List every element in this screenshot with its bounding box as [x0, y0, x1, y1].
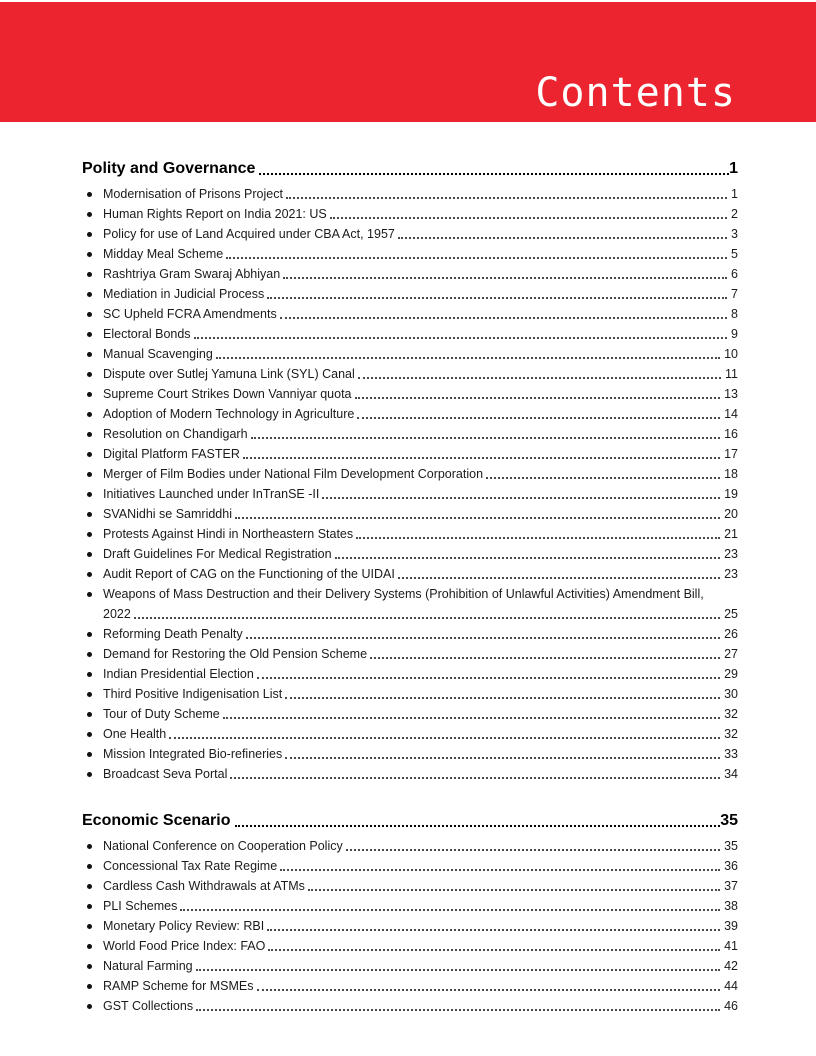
toc-entry	[82, 684, 738, 704]
bullet-icon	[87, 844, 92, 849]
bullet-icon	[87, 272, 92, 277]
toc-entry	[82, 344, 738, 364]
page-number: 35	[720, 812, 738, 829]
toc-entry-label: Initiatives Launched under InTranSE -II	[103, 487, 320, 501]
dot-leader	[257, 989, 721, 991]
page-number: 29	[724, 667, 738, 681]
toc-entry-label: GST Collections	[103, 999, 194, 1013]
toc-section	[82, 156, 738, 784]
page-number: 32	[724, 727, 738, 741]
dot-leader	[280, 317, 727, 319]
toc-entry-label: SC Upheld FCRA Amendments	[103, 307, 277, 321]
toc-entry-label: Draft Guidelines For Medical Registration	[103, 547, 332, 561]
bullet-icon	[87, 712, 92, 717]
toc-entry-label: Modernisation of Prisons Project	[103, 187, 283, 201]
dot-leader	[322, 497, 720, 499]
dot-leader	[330, 217, 727, 219]
toc-entry-label: Electoral Bonds	[103, 327, 191, 341]
toc-entry-label: Rashtriya Gram Swaraj Abhiyan	[103, 267, 281, 281]
toc-entry-label: Mediation in Judicial Process	[103, 287, 265, 301]
page-number: 37	[724, 879, 738, 893]
page-number: 20	[724, 507, 738, 521]
toc-entry-label: Merger of Film Bodies under National Film Development Corporation	[103, 467, 484, 481]
bullet-icon	[87, 532, 92, 537]
dot-leader	[346, 849, 720, 851]
toc-entry-label: PLI Schemes	[103, 899, 178, 913]
page-number: 19	[724, 487, 738, 501]
dot-leader	[226, 257, 727, 259]
dot-leader	[286, 197, 727, 199]
toc-entry-label: Supreme Court Strikes Down Vanniyar quota	[103, 387, 352, 401]
dot-leader	[335, 557, 721, 559]
dot-leader	[235, 517, 720, 519]
page-number: 36	[724, 859, 738, 873]
bullet-icon	[87, 252, 92, 257]
bullet-icon	[87, 692, 92, 697]
section-title: Economic Scenario	[82, 812, 231, 829]
page-number: 35	[724, 839, 738, 853]
dot-leader	[267, 297, 727, 299]
page-number: 23	[724, 567, 738, 581]
toc-entry-label: Broadcast Seva Portal	[103, 767, 228, 781]
page-number: 32	[724, 707, 738, 721]
header-banner	[0, 2, 816, 122]
toc-entry	[82, 624, 738, 644]
toc-entry	[82, 836, 738, 856]
bullet-icon	[87, 572, 92, 577]
table-of-contents	[82, 122, 738, 1016]
bullet-icon	[87, 412, 92, 417]
dot-leader	[259, 173, 729, 175]
toc-entry-label: Indian Presidential Election	[103, 667, 254, 681]
bullet-icon	[87, 592, 92, 597]
toc-entry-label: Protests Against Hindi in Northeastern States	[103, 527, 354, 541]
page-number: 10	[724, 347, 738, 361]
page-number: 14	[724, 407, 738, 421]
dot-leader	[355, 397, 721, 399]
bullet-icon	[87, 212, 92, 217]
page-number: 27	[724, 647, 738, 661]
toc-entry	[82, 404, 738, 424]
page-number: 16	[724, 427, 738, 441]
dot-leader	[285, 757, 720, 759]
toc-entry	[82, 504, 738, 524]
page-number: 7	[731, 287, 738, 301]
toc-entry	[82, 444, 738, 464]
toc-entry-label: Weapons of Mass Destruction and their Delivery Systems (Prohibition of Unlawful Activities) Amendment Bill,	[103, 587, 704, 601]
dot-leader	[194, 337, 727, 339]
bullet-icon	[87, 964, 92, 969]
page-number: 44	[724, 979, 738, 993]
bullet-icon	[87, 332, 92, 337]
dot-leader	[308, 889, 720, 891]
page-number: 11	[725, 367, 738, 381]
toc-entry	[82, 264, 738, 284]
toc-entry	[82, 664, 738, 684]
dot-leader	[196, 1009, 720, 1011]
page-number: 41	[724, 939, 738, 953]
page-number: 25	[724, 607, 738, 621]
toc-entry-label: Adoption of Modern Technology in Agriculture	[103, 407, 355, 421]
page-number: 38	[724, 899, 738, 913]
bullet-icon	[87, 192, 92, 197]
dot-leader	[268, 949, 720, 951]
toc-entry-label: Tour of Duty Scheme	[103, 707, 220, 721]
page-number: 6	[731, 267, 738, 281]
toc-section	[82, 808, 738, 1016]
page-number: 18	[724, 467, 738, 481]
dot-leader	[280, 869, 720, 871]
dot-leader	[398, 577, 720, 579]
dot-leader	[230, 777, 720, 779]
toc-entry	[82, 384, 738, 404]
bullet-icon	[87, 452, 92, 457]
dot-leader	[216, 357, 720, 359]
toc-entry-label: Dispute over Sutlej Yamuna Link (SYL) Canal	[103, 367, 355, 381]
page-number: 26	[724, 627, 738, 641]
toc-entry	[82, 424, 738, 444]
dot-leader	[196, 969, 720, 971]
page-number: 42	[724, 959, 738, 973]
page-number: 39	[724, 919, 738, 933]
toc-entry	[82, 304, 738, 324]
toc-entry	[82, 876, 738, 896]
bullet-icon	[87, 944, 92, 949]
page-number: 1	[729, 160, 738, 177]
page-number: 30	[724, 687, 738, 701]
dot-leader	[370, 657, 720, 659]
dot-leader	[246, 637, 720, 639]
toc-entry-label: Policy for use of Land Acquired under CBA Act, 1957	[103, 227, 395, 241]
toc-entry-label: One Health	[103, 727, 167, 741]
bullet-icon	[87, 924, 92, 929]
bullet-icon	[87, 492, 92, 497]
toc-entry-label: Reforming Death Penalty	[103, 627, 243, 641]
toc-entry	[82, 224, 738, 244]
toc-entry-label: Midday Meal Scheme	[103, 247, 224, 261]
bullet-icon	[87, 652, 92, 657]
toc-entry-label: Third Positive Indigenisation List	[103, 687, 283, 701]
toc-entry	[82, 724, 738, 744]
toc-entry-label: Human Rights Report on India 2021: US	[103, 207, 327, 221]
bullet-icon	[87, 672, 92, 677]
dot-leader	[398, 237, 727, 239]
toc-section-heading	[82, 808, 738, 834]
bullet-icon	[87, 432, 92, 437]
dot-leader	[251, 437, 721, 439]
page-number: 33	[724, 747, 738, 761]
dot-leader	[180, 909, 720, 911]
page-number: 9	[731, 327, 738, 341]
toc-entry	[82, 324, 738, 344]
toc-entry	[82, 856, 738, 876]
bullet-icon	[87, 732, 92, 737]
bullet-icon	[87, 984, 92, 989]
bullet-icon	[87, 312, 92, 317]
page-number: 8	[731, 307, 738, 321]
toc-entry	[82, 284, 738, 304]
dot-leader	[134, 617, 720, 619]
toc-entry-label: World Food Price Index: FAO	[103, 939, 266, 953]
bullet-icon	[87, 292, 92, 297]
bullet-icon	[87, 552, 92, 557]
toc-section-heading	[82, 156, 738, 182]
toc-entry-label: National Conference on Cooperation Policy	[103, 839, 343, 853]
toc-entry	[82, 936, 738, 956]
bullet-icon	[87, 232, 92, 237]
bullet-icon	[87, 372, 92, 377]
bullet-icon	[87, 632, 92, 637]
toc-entry-continuation	[82, 604, 738, 624]
toc-entry-label: Manual Scavenging	[103, 347, 213, 361]
dot-leader	[283, 277, 727, 279]
dot-leader	[357, 417, 720, 419]
toc-entry	[82, 976, 738, 996]
toc-entry-label: Mission Integrated Bio-refineries	[103, 747, 283, 761]
page-number: 34	[724, 767, 738, 781]
toc-entry-label: 2022	[103, 607, 131, 621]
toc-entry	[82, 916, 738, 936]
dot-leader	[169, 737, 720, 739]
toc-entry	[82, 744, 738, 764]
toc-entry	[82, 764, 738, 784]
bullet-icon	[87, 392, 92, 397]
dot-leader	[285, 697, 720, 699]
toc-entry	[82, 956, 738, 976]
dot-leader	[257, 677, 720, 679]
toc-entry	[82, 644, 738, 664]
toc-entry-label: Audit Report of CAG on the Functioning of the UIDAI	[103, 567, 395, 581]
page-title: Contents	[535, 70, 736, 116]
toc-entry-label: Digital Platform FASTER	[103, 447, 240, 461]
toc-entry	[82, 464, 738, 484]
toc-entry-label: Monetary Policy Review: RBI	[103, 919, 265, 933]
toc-entry	[82, 204, 738, 224]
dot-leader	[223, 717, 720, 719]
page-number: 13	[724, 387, 738, 401]
dot-leader	[356, 537, 720, 539]
bullet-icon	[87, 904, 92, 909]
toc-entry-label: Demand for Restoring the Old Pension Scheme	[103, 647, 368, 661]
toc-entry-label: Natural Farming	[103, 959, 193, 973]
bullet-icon	[87, 772, 92, 777]
bullet-icon	[87, 752, 92, 757]
toc-entry	[82, 896, 738, 916]
section-title: Polity and Governance	[82, 160, 256, 177]
dot-leader	[486, 477, 720, 479]
toc-entry-label: Cardless Cash Withdrawals at ATMs	[103, 879, 305, 893]
toc-entry	[82, 564, 738, 584]
toc-entry	[82, 184, 738, 204]
toc-entry	[82, 584, 738, 604]
toc-entry	[82, 544, 738, 564]
bullet-icon	[87, 884, 92, 889]
toc-entry	[82, 244, 738, 264]
page-number: 3	[731, 227, 738, 241]
page-number: 21	[724, 527, 738, 541]
bullet-icon	[87, 864, 92, 869]
toc-entry-label: RAMP Scheme for MSMEs	[103, 979, 254, 993]
page-number: 46	[724, 999, 738, 1013]
toc-entry-label: SVANidhi se Samriddhi	[103, 507, 232, 521]
page-number: 17	[724, 447, 738, 461]
bullet-icon	[87, 1004, 92, 1009]
bullet-icon	[87, 352, 92, 357]
bullet-icon	[87, 472, 92, 477]
toc-entry-label: Concessional Tax Rate Regime	[103, 859, 278, 873]
dot-leader	[267, 929, 720, 931]
page-number: 1	[731, 187, 738, 201]
toc-entry	[82, 364, 738, 384]
toc-entry	[82, 484, 738, 504]
page-number: 23	[724, 547, 738, 561]
toc-entry	[82, 996, 738, 1016]
dot-leader	[235, 825, 721, 827]
dot-leader	[358, 377, 721, 379]
page-number: 2	[731, 207, 738, 221]
bullet-icon	[87, 512, 92, 517]
page-number: 5	[731, 247, 738, 261]
toc-entry-label: Resolution on Chandigarh	[103, 427, 248, 441]
toc-entry	[82, 704, 738, 724]
toc-entry	[82, 524, 738, 544]
dot-leader	[243, 457, 720, 459]
